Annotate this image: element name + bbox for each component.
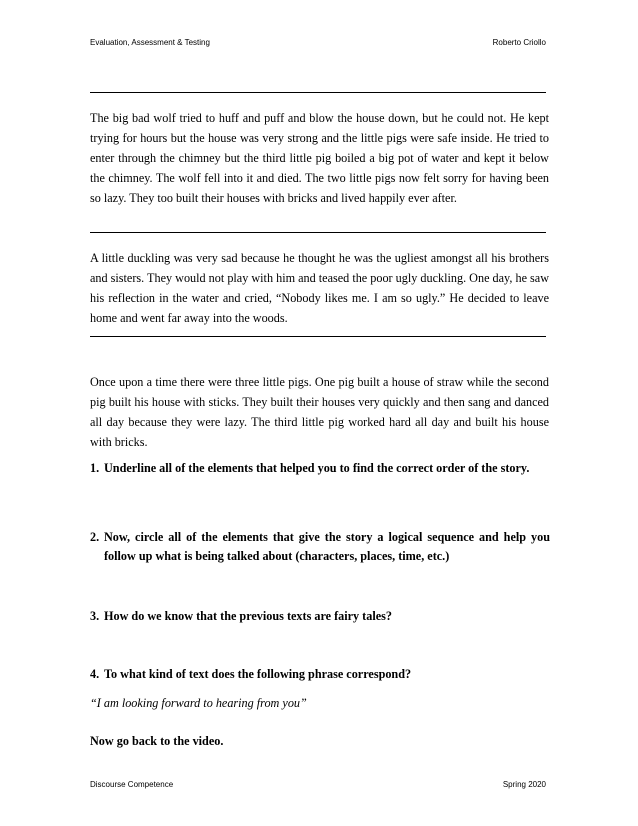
question-text: Now, circle all of the elements that give the story a logical sequence and help you follow up what is being talked about (characters, places, time, etc.)	[104, 530, 550, 563]
example-phrase: “I am looking forward to hearing from you”	[90, 696, 307, 710]
question-number: 3.	[90, 609, 100, 623]
question-number: 1.	[90, 461, 100, 475]
separator-line	[90, 336, 546, 337]
story-paragraph-pigs: Once upon a time there were three little pigs. One pig built a house of straw while the second pig built his house with sticks. They built their houses very quickly and then sang and danced all day because they were lazy. The third little pig worked hard all day and built his house with bricks.	[90, 375, 549, 449]
question-number: 4.	[90, 667, 100, 681]
question-1	[90, 459, 550, 478]
story-paragraph-wolf: The big bad wolf tried to huff and puff and blow the house down, but he could not. He kept trying for hours but the house was very strong and the little pigs were safe inside. He tried to enter through the chimney but the third little pig boiled a big pot of water and kept it below the chimney. The wolf fell into it and died. The two little pigs now felt sorry for having been so lazy. They too built their houses with bricks and lived happily ever after.	[90, 111, 549, 205]
header-author: Roberto Criollo	[492, 38, 546, 47]
question-2	[90, 528, 550, 566]
footer-term: Spring 2020	[502, 780, 546, 789]
question-4	[90, 665, 550, 684]
question-text: How do we know that the previous texts are fairy tales?	[104, 609, 392, 623]
footer-subject: Discourse Competence	[90, 780, 174, 789]
question-text: To what kind of text does the following phrase correspond?	[104, 667, 412, 681]
separator-line	[90, 92, 546, 93]
header-course-title: Evaluation, Assessment & Testing	[90, 38, 210, 47]
question-number: 2.	[90, 530, 100, 544]
separator-line	[90, 232, 546, 233]
question-text: Underline all of the elements that helped you to find the correct order of the story.	[104, 461, 530, 475]
question-3	[90, 607, 550, 626]
closing-instruction: Now go back to the video.	[90, 734, 224, 748]
story-paragraph-duckling: A little duckling was very sad because he thought he was the ugliest amongst all his brothers and sisters. They would not play with him and teased the poor ugly duckling. One day, he saw his reflection in the water and cried, “Nobody likes me. I am so ugly.” He decided to leave home and went far away into the woods.	[90, 251, 549, 325]
